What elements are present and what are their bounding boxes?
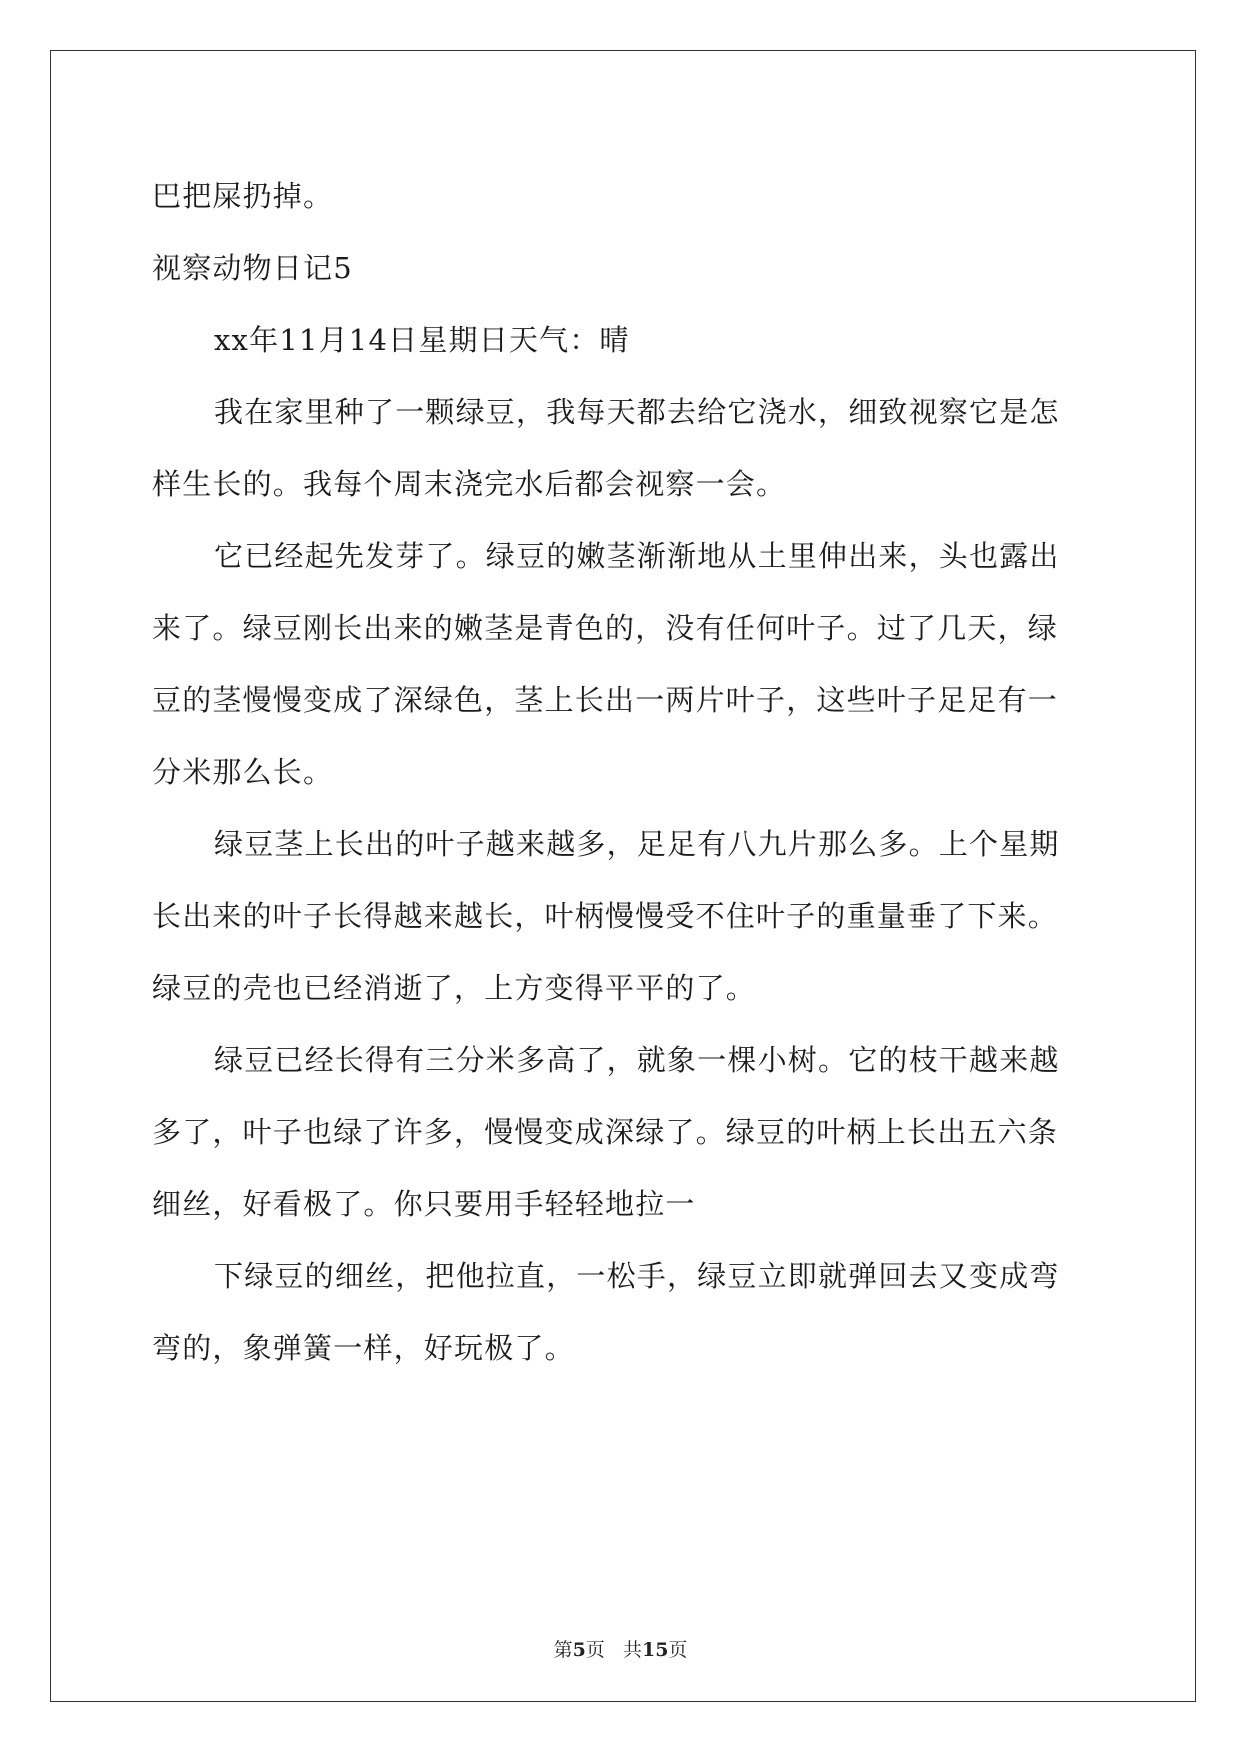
- text-line: 绿豆茎上长出的叶子越来越多，足足有八九片那么多。上个星期: [214, 827, 1060, 861]
- text-line: 绿豆的壳也已经消逝了，上方变得平平的了。: [152, 971, 757, 1005]
- text-line: 分米那么长。: [152, 755, 334, 789]
- text-line: 来了。绿豆刚长出来的嫩茎是青色的，没有任何叶子。过了几天，绿: [152, 611, 1059, 645]
- section-heading: 视察动物日记5: [152, 251, 353, 285]
- page-footer: [0, 1635, 1241, 1662]
- text-line: 我在家里种了一颗绿豆，我每天都去给它浇水，细致视察它是怎: [214, 395, 1060, 429]
- total-pages: 15: [641, 1639, 669, 1661]
- text-line: 细丝，好看极了。你只要用手轻轻地拉一: [152, 1187, 696, 1221]
- total-suffix: 页: [668, 1639, 688, 1661]
- text-line: 弯的，象弹簧一样，好玩极了。: [152, 1331, 575, 1365]
- total-prefix: 共: [622, 1639, 642, 1661]
- text-line: 豆的茎慢慢变成了深绿色，茎上长出一两片叶子，这些叶子足足有一: [152, 683, 1059, 717]
- text-line: 多了，叶子也绿了许多，慢慢变成深绿了。绿豆的叶柄上长出五六条: [152, 1115, 1059, 1149]
- date-weather-line: xx年11月14日星期日天气：晴: [214, 323, 630, 357]
- text-line: 绿豆已经长得有三分米多高了，就象一棵小树。它的枝干越来越: [214, 1043, 1060, 1077]
- document-body: [152, 160, 1088, 1384]
- text-line: 下绿豆的细丝，把他拉直，一松手，绿豆立即就弹回去又变成弯: [214, 1259, 1060, 1293]
- page-number: 5: [572, 1639, 586, 1661]
- page-prefix: 第: [553, 1639, 573, 1661]
- page-suffix: 页: [585, 1639, 605, 1661]
- text-line: 它已经起先发芽了。绿豆的嫩茎渐渐地从土里伸出来，头也露出: [214, 539, 1060, 573]
- text-line: 样生长的。我每个周末浇完水后都会视察一会。: [152, 467, 787, 501]
- text-line: 巴把屎扔掉。: [152, 179, 334, 213]
- text-line: 长出来的叶子长得越来越长，叶柄慢慢受不住叶子的重量垂了下来。: [152, 899, 1059, 933]
